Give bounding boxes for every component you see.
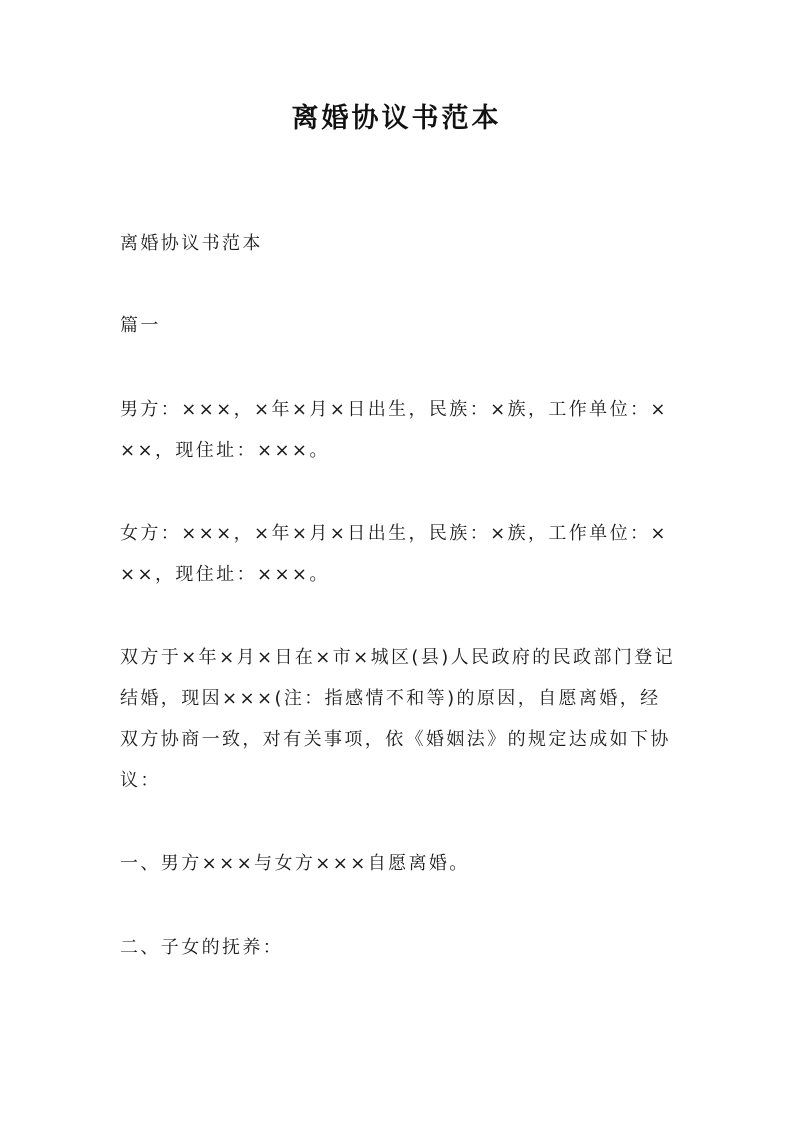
female-party-paragraph: 女方：×××，×年×月×日出生，民族：×族，工作单位：×××，现住址：×××。 <box>120 523 668 585</box>
part-label: 篇一 <box>120 315 161 336</box>
male-party-paragraph: 男方：×××，×年×月×日出生，民族：×族，工作单位：×××，现住址：×××。 <box>120 399 668 461</box>
clause-two: 二、子女的抚养： <box>120 937 284 958</box>
clause-one: 一、男方×××与女方×××自愿离婚。 <box>120 853 470 874</box>
document-title: 离婚协议书范本 <box>291 103 502 134</box>
intro-paragraph: 双方于×年×月×日在×市×城区(县)人民政府的民政部门登记结婚，现因×××(注：指感情不和等)的原因，自愿离婚，经双方协商一致，对有关事项，依《婚姻法》的规定达成如下协议： <box>120 647 676 791</box>
document-subtitle: 离婚协议书范本 <box>120 233 263 254</box>
